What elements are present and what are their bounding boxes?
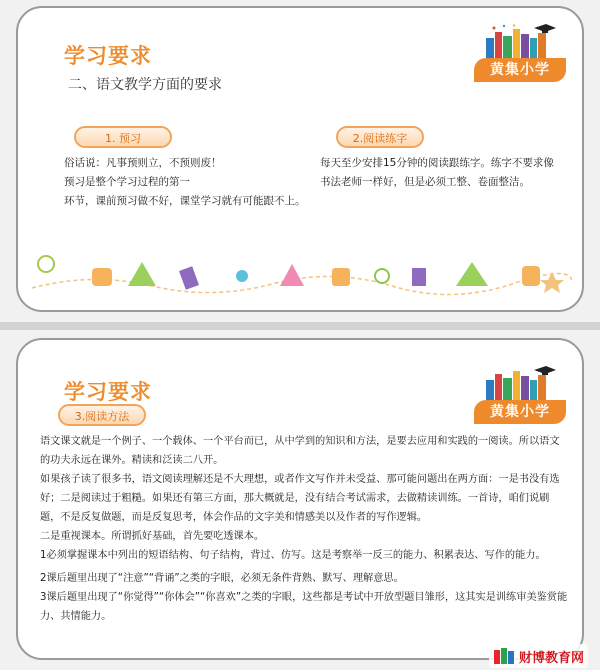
paragraph: 2课后题里出现了“注意”“背诵”之类的字眼，必须无条件背熟、默写、理解意思。	[40, 573, 404, 584]
text-line: 书法老师一样好，但是必须工整、卷面整洁。	[320, 176, 530, 188]
slide-subtitle: 二、语文教学方面的要求	[68, 77, 222, 93]
paragraph: 1必须掌握课本中列出的短语结构、句子结构，背过、仿写。这是考察举一反三的能力、积累表达、写作的能力。	[40, 550, 546, 561]
book-logo-icon	[493, 646, 515, 666]
logo-text: 黄集小学	[474, 58, 566, 82]
paragraph: 二是重视课本。所谓抓好基础，首先要吃透课本。	[40, 531, 265, 542]
text-line: 预习是整个学习过程的第一	[64, 176, 190, 188]
watermark	[489, 644, 588, 668]
school-logo	[474, 358, 566, 424]
watermark-text: 财博教育网	[518, 650, 584, 666]
section-label-reading: 2.阅读练字	[336, 126, 424, 148]
slide-separator	[0, 322, 600, 330]
slide-1	[16, 6, 584, 312]
slide-2	[16, 338, 584, 660]
text-line: 环节，课前预习做不好，课堂学习就有可能跟不上。	[64, 195, 306, 207]
section-label-preview: 1. 预习	[74, 126, 172, 148]
text-line: 每天至少安排15分钟的阅读跟练字。练字不要求像	[320, 157, 554, 169]
paragraph: 语文课文就是一个例子、一个载体、一个平台而已，从中学到的知识和方法，是要去应用和实践的一阅读。所以语文的功夫永远在课外。精读和泛读二八开。	[40, 436, 560, 466]
books-icon	[484, 24, 556, 62]
slide-title: 学习要求	[64, 44, 152, 68]
slide-title: 学习要求	[64, 380, 152, 404]
school-logo	[474, 16, 566, 82]
section-reading-text	[320, 154, 554, 192]
logo-text: 黄集小学	[474, 400, 566, 424]
reading-method-text	[40, 432, 568, 626]
paragraph: 3课后题里出现了“你觉得”“你体会”“你喜欢”之类的字眼，这些都是考试中开放型题目雏形，这其实是训练审美鉴赏能力、共情能力。	[40, 592, 568, 622]
text-line: 俗话说：凡事预则立，不预则废！	[64, 157, 222, 169]
books-icon	[484, 366, 556, 404]
stationery-decoration	[32, 242, 572, 300]
paragraph: 如果孩子读了很多书，语文阅读理解还是不大理想，或者作文写作并未受益、那可能问题出在两方面：一是书没有选好；二是阅读过于粗糙。如果还有第三方面，那大概就是，没有结合考试需求，去做精读训练。一首诗，咱们说刷题，不是反复做题，而是反复思考，体会作品的文字美和情感美以及作者的写作逻辑。	[40, 474, 560, 523]
section-preview-text	[64, 154, 306, 211]
section-label-reading-method: 3.阅读方法	[58, 404, 146, 426]
